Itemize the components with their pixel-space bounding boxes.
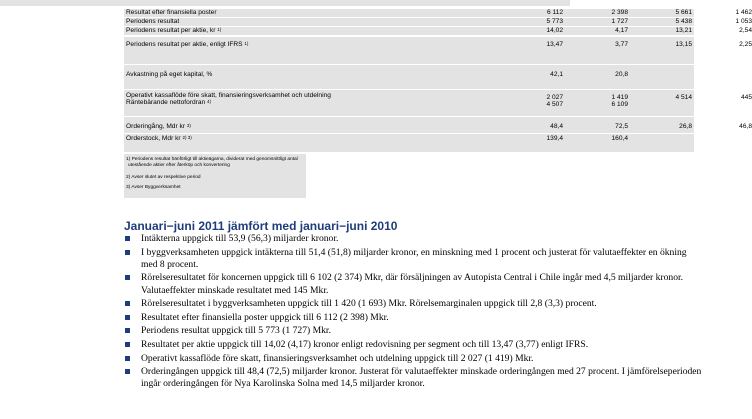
row-label: Periodens resultat <box>126 18 180 25</box>
cell-value: 4 507 <box>546 101 563 108</box>
cell-value: 14,02 <box>546 27 563 34</box>
footnote: 2) Avser slutet av respektive period <box>126 175 201 180</box>
table-row <box>124 89 752 108</box>
cell-value: 4 514 <box>675 94 692 101</box>
row-label: Räntebärande nettofordran $^{4)}$ <box>126 99 212 106</box>
cell-value: 160,4 <box>611 135 628 142</box>
row-label: Orderingång, Mdr kr $^{3)}$ <box>126 123 191 130</box>
row-label: Avkastning på eget kapital, % <box>126 71 213 78</box>
list-item: Resultatet per aktie uppgick till 14,02 (4,17) kronor enligt redovisning per segment och till 13,47 (3,77) enligt IFRS. <box>124 339 704 351</box>
cell-value: 72,5 <box>615 123 628 130</box>
square-bullet-icon <box>125 250 130 255</box>
cell-value: 13,47 <box>546 41 563 48</box>
table-row-cropped <box>0 0 570 6</box>
footnote: utestående aktier efter återköp och konvertering <box>128 163 230 168</box>
table-spacer <box>124 81 694 89</box>
table-spacer <box>124 108 694 116</box>
cell-value: 1 419 <box>611 94 628 101</box>
table-row <box>124 36 752 51</box>
list-item: I byggverksamheten uppgick intäkterna till 51,4 (51,8) miljarder kronor, en minskning med 1 procent och justerat för valutaeffekter en ökning med 8 procent. <box>124 247 704 271</box>
list-item: Intäkterna uppgick till 53,9 (56,3) miljarder kronor. <box>124 233 704 245</box>
cell-value: 5 773 <box>546 18 563 25</box>
section-heading: Januari−juni 2011 jämfört med januari−juni 2010 <box>124 219 398 233</box>
cell-value: 13,15 <box>675 41 692 48</box>
cell-value: 6 112 <box>546 9 563 16</box>
cell-value: 2 027 <box>546 94 563 101</box>
cell-value: 3,77 <box>615 41 628 48</box>
cell-value: 13,21 <box>675 27 692 34</box>
table-row <box>124 116 752 133</box>
footnote: 1) Periodens resultat hänförligt till aktieägarna, dividerat med genomsnittligt antal <box>126 157 298 162</box>
cell-value: 2,54 <box>739 27 752 34</box>
cell-value: 1 727 <box>611 18 628 25</box>
list-item: Rörelseresultatet för koncernen uppgick till 6 102 (2 374) Mkr, där försäljningen av Autopista Central i Chile ingår med 4,5 miljarder kronor. Valutaeffekter minskade resultatet med 145 Mkr. <box>124 272 704 296</box>
table-spacer <box>124 144 694 152</box>
cell-value: 46,8 <box>739 123 752 130</box>
cell-value: 48,4 <box>550 123 563 130</box>
square-bullet-icon <box>125 315 130 320</box>
cell-value: 5 438 <box>675 18 692 25</box>
footnote-block <box>124 154 306 198</box>
cell-value: 26,8 <box>679 123 692 130</box>
square-bullet-icon <box>125 301 130 306</box>
row-label: Periodens resultat per aktie, enligt IFRS $^{1)}$ <box>126 41 249 48</box>
square-bullet-icon <box>125 328 130 333</box>
cell-value: 2 398 <box>611 9 628 16</box>
row-label: Orderstock, Mdr kr $^{2) 3)}$ <box>126 135 192 142</box>
table-row <box>124 133 694 144</box>
table-spacer <box>124 51 694 64</box>
cell-value: 1 462 <box>735 9 752 16</box>
cell-value: 6 109 <box>611 101 628 108</box>
cell-value: 20,8 <box>615 71 628 78</box>
cell-value: 2,25 <box>739 41 752 48</box>
bullet-list <box>124 233 704 392</box>
row-label: Operativt kassaflöde före skatt, finansieringsverksamhet och utdelning <box>126 92 331 99</box>
cell-value: 445 <box>740 94 752 101</box>
square-bullet-icon <box>125 236 130 241</box>
table-row <box>124 17 752 26</box>
table-row <box>124 64 694 81</box>
square-bullet-icon <box>125 356 130 361</box>
table-row <box>124 8 752 17</box>
list-item: Operativt kassaflöde före skatt, finansieringsverksamhet och utdelning uppgick till 2 027 (1 419) Mkr. <box>124 353 704 365</box>
footnote: 3) Avser Byggverksamhet <box>126 185 181 190</box>
cell-value: 5 661 <box>675 9 692 16</box>
list-item: Rörelseresultatet i byggverksamheten uppgick till 1 420 (1 693) Mkr. Rörelsemarginalen uppgick till 2,8 (3,3) procent. <box>124 298 704 310</box>
square-bullet-icon <box>125 342 130 347</box>
square-bullet-icon <box>125 369 130 374</box>
list-item: Resultatet efter finansiella poster uppgick till 6 112 (2 398) Mkr. <box>124 312 704 324</box>
square-bullet-icon <box>125 275 130 280</box>
list-item: Periodens resultat uppgick till 5 773 (1 727) Mkr. <box>124 325 704 337</box>
cell-value: 1 053 <box>735 18 752 25</box>
cell-value: 4,17 <box>615 27 628 34</box>
cell-value: 139,4 <box>546 135 563 142</box>
cell-value: 42,1 <box>550 71 563 78</box>
list-item: Orderingången uppgick till 48,4 (72,5) miljarder kronor. Justerat för valutaeffekter minskade orderingången med 27 procent. I jämförelseperioden ingår orderingången för Nya Karolinska Solna med 14,5 miljarder kronor. <box>124 366 704 390</box>
row-label: Periodens resultat per aktie, kr $^{1)}$ <box>126 27 222 34</box>
table-row <box>124 26 752 35</box>
row-label: Resultat efter finansiella poster <box>126 9 217 16</box>
